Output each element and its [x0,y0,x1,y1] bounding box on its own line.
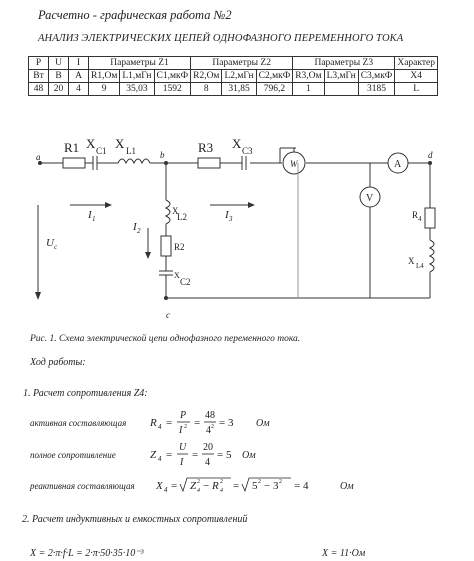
active-num: 48 [205,410,215,421]
work-heading: Ход работы: [30,357,86,368]
table-cell: R2,Ом [191,70,222,83]
superscript-2: 2 [258,479,261,485]
xc2-label: X [174,271,180,280]
active-unit: Ом [256,418,270,429]
react-lhs-subscript: 4 [164,486,168,494]
xl1-subscript: L1 [126,146,136,156]
table-header-cell: U [49,57,69,70]
cut-line-right: X = 11·Ом [322,548,366,559]
equals-sign: = [192,449,199,461]
table-cell: 1 [293,83,324,96]
table-cell: 9 [89,83,120,96]
table-cell: C3,мкФ [358,70,395,83]
page-title: Расчетно - графическая работа №2 [38,8,232,22]
arrowhead [35,292,41,300]
cut-line-left: Х = 2·π·f·L = 2·π·50·35·10⁻³ [30,548,144,559]
arrowhead [105,202,112,208]
table-header-cell: Параметры Z1 [89,57,191,70]
figure-caption: Рис. 1. Схема электрической цепи однофазного переменного тока. [30,334,301,344]
i1-label: I [88,209,92,221]
node-b-label: b [160,150,165,160]
xc1-label: X [86,136,96,151]
react-result: = 4 [294,480,309,492]
table-cell: 8 [191,83,222,96]
table-cell: L [395,83,438,96]
xc2-subscript: C2 [180,277,191,287]
subscript-4: 4 [197,488,200,494]
section-2-heading: 2. Расчет индуктивных и емкостных сопротивлений [22,514,248,525]
equals-sign: = [171,480,178,492]
table-cell: L2,мГн [222,70,256,83]
node-d-dot [428,161,432,165]
table-cell: X4 [395,70,438,83]
table-cell: В [49,70,69,83]
i3-label: I [225,209,229,221]
resistor-r3 [198,158,220,168]
xc1-subscript: C1 [96,146,107,156]
active-i: I [179,425,183,436]
full-lhs-subscript: 4 [158,455,162,463]
table-header-cell: Параметры Z3 [293,57,395,70]
xl1-label: X [115,136,125,151]
equals-sign: = [166,417,173,429]
superscript-2: 2 [279,479,282,485]
table-cell: 35,03 [120,83,154,96]
i3-subscript: 3 [229,215,233,223]
uc-subscript: c [54,243,58,251]
react-label: реактивная составляющая [30,481,135,491]
full-den: 4 [205,457,210,468]
r4-subscript: 4 [418,215,422,223]
xc3-label: X [232,136,242,151]
superscript-2: 2 [220,479,223,485]
node-a-label: a [36,152,41,162]
full-i: I [180,457,184,468]
table-cell: L1,мГн [120,70,154,83]
ammeter-label: A [394,159,402,170]
wattmeter-label: W [290,159,298,169]
active-result: = 3 [219,417,234,429]
full-unit: Ом [242,450,256,461]
i1-subscript: 1 [92,215,96,223]
active-p: P [180,410,187,421]
arrowhead [248,202,255,208]
table-cell: R3,Ом [293,70,324,83]
xl2-subscript: L2 [177,212,187,222]
table-cell: C2,мкФ [256,70,293,83]
page-subtitle: АНАЛИЗ ЭЛЕКТРИЧЕСКИХ ЦЕПЕЙ ОДНОФАЗНОГО ПЕРЕМЕННОГО ТОКА [38,33,404,44]
active-lhs-subscript: 4 [158,423,162,431]
table-cell: 3185 [358,83,395,96]
table-cell: C1,мкФ [154,70,191,83]
xl2-label: X [172,206,179,216]
active-label: активная составляющая [30,418,127,428]
full-num: 20 [203,442,213,453]
table-cell: L3,мГн [324,70,358,83]
table-cell: А [69,70,89,83]
superscript-2: 2 [184,424,187,430]
table-cell: Вт [29,70,49,83]
minus-sign: − [264,480,271,492]
table-cell: 31,85 [222,83,256,96]
react-lhs: X [156,480,163,492]
inductor-l1 [118,159,150,163]
voltmeter-label: V [366,193,374,204]
equals-sign: = [194,417,201,429]
i2-label: I [133,221,137,233]
arrowhead [145,252,151,259]
inductor-l2 [166,200,170,224]
table-header-cell: Характер [395,57,438,70]
node-b-dot [164,161,168,165]
equals-sign: = [233,480,240,492]
superscript-2: 2 [211,424,214,430]
node-c-dot [164,296,168,300]
node-d-label: d [428,150,433,160]
table-cell: 4 [69,83,89,96]
full-result: = 5 [217,449,232,461]
table-cell: 1592 [154,83,191,96]
active-lhs: R [150,417,157,429]
superscript-2: 2 [197,479,200,485]
active-den: 4 [206,425,211,436]
table-cell: 20 [49,83,69,96]
i2-subscript: 2 [137,227,141,235]
resistor-r1 [63,158,85,168]
table-cell: 796,2 [256,83,293,96]
xc3-subscript: C3 [242,146,253,156]
subscript-4: 4 [220,488,223,494]
table-header-cell: P [29,57,49,70]
react-expr: R [212,480,219,492]
react-unit: Ом [340,481,354,492]
node-c-label: c [166,310,170,320]
full-u: U [179,442,187,453]
table-cell: 48 [29,83,49,96]
table-header-cell: Параметры Z2 [191,57,293,70]
resistor-r2 [161,236,171,256]
section-1-heading: 1. Расчет сопротивления Z4: [23,388,148,399]
xl4-label: X [408,256,415,266]
xl4-subscript: L4 [416,262,424,270]
equals-sign: = [166,449,173,461]
react-expr: Z [190,480,197,492]
r4-label: R [412,210,419,220]
uc-label: U [46,237,54,249]
r1-label: R1 [64,140,80,155]
react-expr: 5 [252,480,258,492]
full-label: полное сопротивление [30,450,116,460]
minus-sign: − [203,480,210,492]
inductor-l4 [430,240,434,272]
table-header-cell: I [69,57,89,70]
resistor-r4 [425,208,435,228]
r2-label: R2 [174,242,185,252]
r3-label: R3 [198,140,214,155]
table-cell: R1,Ом [89,70,120,83]
react-expr: 3 [273,480,279,492]
full-lhs: Z [150,449,157,461]
